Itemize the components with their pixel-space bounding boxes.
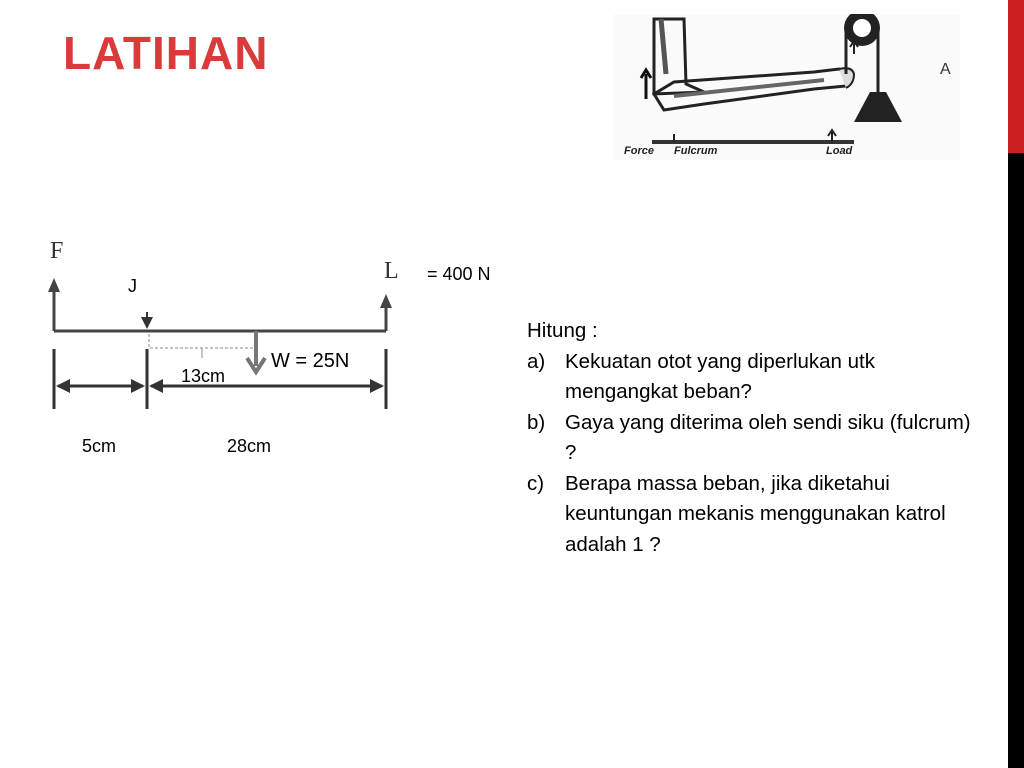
load-value: = 400 N — [427, 264, 491, 284]
dimension-28cm: 28cm — [227, 436, 272, 456]
dimension-5cm: 5cm — [82, 436, 117, 456]
label-f: F — [50, 238, 64, 264]
fulcrum-label: Fulcrum — [674, 145, 718, 157]
list-item — [527, 347, 987, 408]
list-item — [527, 408, 987, 469]
list-text: Gaya yang diterima oleh sendi siku (fulcrum) ? — [565, 410, 971, 464]
question-list — [527, 316, 987, 560]
list-marker: c) — [527, 471, 545, 495]
dimension-13cm: 13cm — [181, 366, 226, 386]
weight-label: W = 25N — [271, 350, 350, 372]
label-l: L — [384, 258, 399, 284]
fulcrum-arrow-icon — [141, 317, 153, 329]
label-j: J — [128, 276, 137, 296]
arrow-up-icon — [380, 294, 392, 308]
figure-a-label: A — [940, 61, 951, 78]
arm-pulley-illustration — [614, 14, 960, 160]
side-accent-bar-red — [1008, 0, 1024, 153]
force-label: Force — [624, 145, 654, 157]
list-text: Berapa massa beban, jika diketahui keuntungan mekanis menggunakan katrol adalah 1 ? — [565, 471, 946, 556]
list-item — [527, 469, 987, 561]
lever-diagram — [44, 224, 414, 424]
arrow-up-icon — [48, 278, 60, 292]
list-marker: b) — [527, 410, 546, 434]
list-text: Kekuatan otot yang diperlukan utk mengangkat beban? — [565, 349, 875, 403]
list-marker: a) — [527, 349, 546, 373]
slide-title: LATIHAN — [63, 27, 269, 79]
question-heading: Hitung : — [527, 319, 598, 342]
load-label: Load — [826, 145, 853, 157]
